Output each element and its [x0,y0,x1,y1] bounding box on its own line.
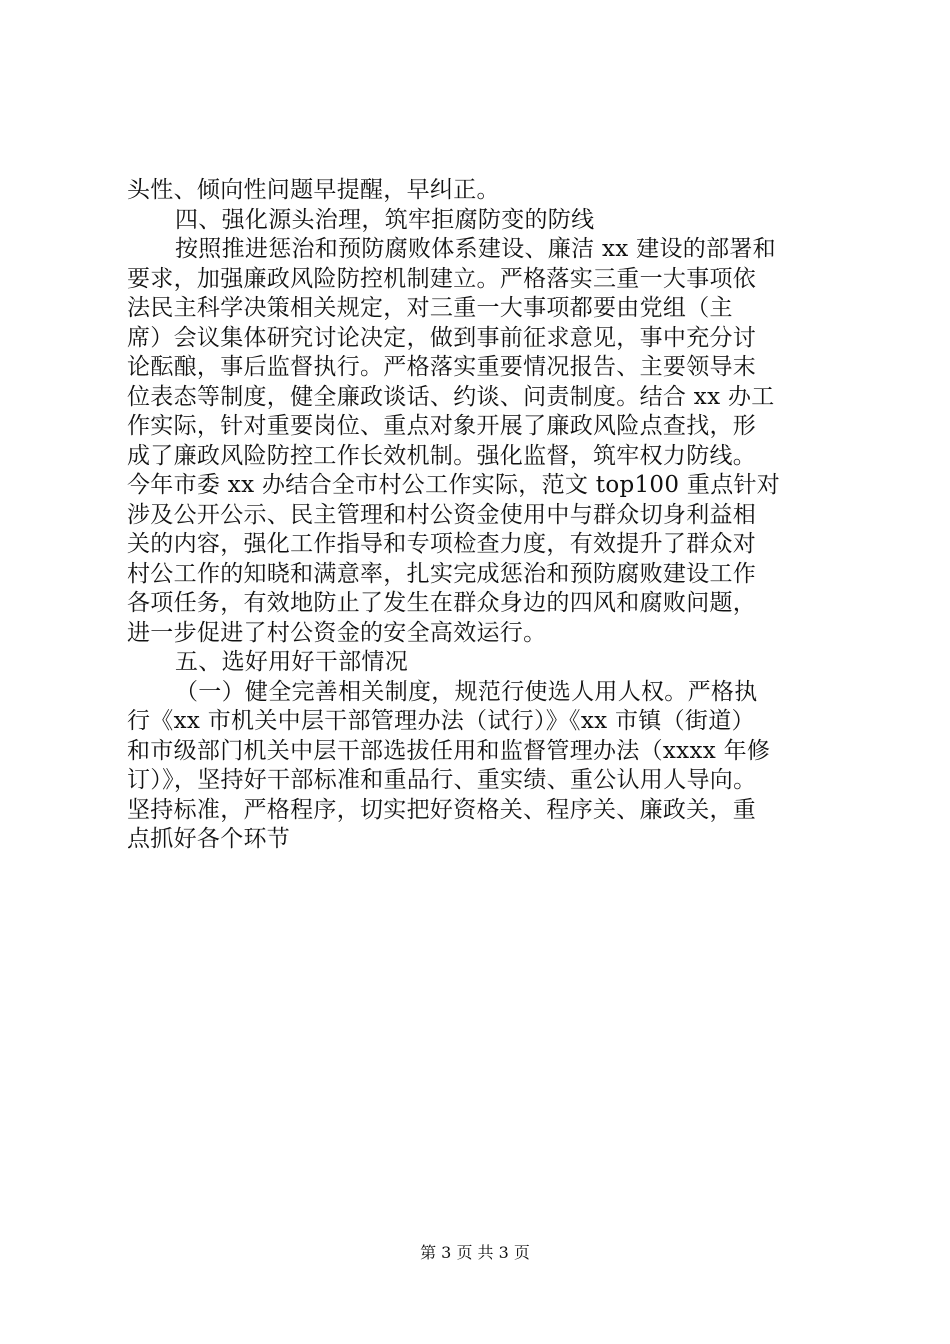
text-line: 点抓好各个环节 [127,826,291,852]
text-line: 坚持标准，严格程序，切实把好资格关、程序关、廉政关，重 [127,796,757,823]
text-line: 作实际，针对重要岗位、重点对象开展了廉政风险点查找，形 [127,413,757,439]
text-line: 位表态等制度，健全廉政谈话、约谈、问责制度。结合 xx 办工 [127,383,775,410]
document-body [127,176,827,855]
text-line: 要求，加强廉政风险防控机制建立。严格落实三重一大事项依 [127,265,757,292]
text-line: 村公工作的知晓和满意率，扎实完成惩治和预防腐败建设工作 [127,560,757,587]
text-line: 行《xx 市机关中层干部管理办法（试行）》《xx 市镇（街道） [127,708,755,734]
text-line: 按照推进惩治和预防腐败体系建设、廉洁 xx 建设的部署和 [175,236,776,262]
text-line: 和市级部门机关中层干部选拔任用和监督管理办法（xxxx 年修 [127,737,771,764]
text-line: 订）》，坚持好干部标准和重品行、重实绩、重公认用人导向。 [127,767,757,793]
text-line: 头性、倾向性问题早提醒，早纠正。 [127,177,500,203]
text-line: 成了廉政风险防控工作长效机制。强化监督，筑牢权力防线。 [127,442,757,469]
text-line: 法民主科学决策相关规定，对三重一大事项都要由党组（主 [127,295,733,321]
text-line: 各项任务，有效地防止了发生在群众身边的四风和腐败问题， [127,590,757,616]
section-heading: 五、选好用好干部情况 [175,649,408,675]
text-line: 关的内容，强化工作指导和专项检查力度，有效提升了群众对 [127,531,757,557]
page-footer: 第 3 页 共 3 页 [420,1243,530,1262]
text-line: 今年市委 xx 办结合全市村公工作实际，范文 top100 重点针对 [127,472,781,498]
text-line: 论酝酿，事后监督执行。严格落实重要情况报告、主要领导末 [127,354,757,380]
text-line: 进一步促进了村公资金的安全高效运行。 [127,619,547,646]
text-line: 席）会议集体研究讨论决定，做到事前征求意见，事中充分讨 [127,324,757,351]
text-line: （一）健全完善相关制度，规范行使选人用人权。严格执 [175,678,758,705]
text-line: 涉及公开公示、民主管理和村公资金使用中与群众切身利益相 [127,501,757,528]
section-heading: 四、强化源头治理，筑牢拒腐防变的防线 [175,206,595,233]
